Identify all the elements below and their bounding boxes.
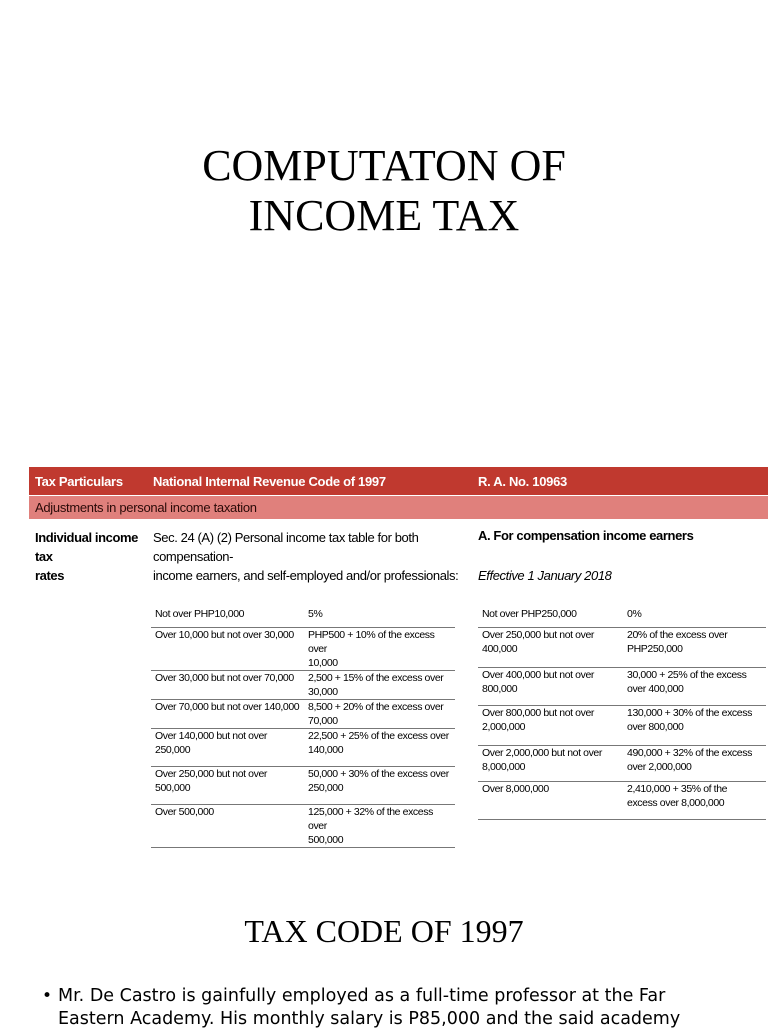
tax-cell: 2,500 + 15% of the excess over 30,000 <box>304 670 455 699</box>
table-row <box>478 627 766 667</box>
table-header-row <box>29 467 768 495</box>
bullet-line: Eastern Academy. His monthly salary is P85,000 and the said academy <box>58 1009 681 1029</box>
title-line: INCOME TAX <box>248 191 520 241</box>
row-label-line: Individual income tax <box>35 530 138 564</box>
income-cell: Not over PHP250,000 <box>478 607 623 627</box>
ra-bracket-table <box>478 607 766 820</box>
income-cell: Over 70,000 but not over 140,000 <box>151 699 304 728</box>
nirc-desc-line: Sec. 24 (A) (2) Personal income tax table for both compensation- <box>153 530 419 564</box>
row-label <box>35 528 150 585</box>
tax-cell: 130,000 + 30% of the excess over 800,000 <box>623 705 766 745</box>
tax-cell: 8,500 + 20% of the excess over 70,000 <box>304 699 455 728</box>
income-cell: Over 800,000 but not over 2,000,000 <box>478 705 623 745</box>
nirc-description <box>153 528 463 585</box>
tax-cell: 22,500 + 25% of the excess over 140,000 <box>304 728 455 766</box>
nirc-bracket-table <box>151 607 455 848</box>
ra-effective-date: Effective 1 January 2018 <box>478 568 612 583</box>
table-row <box>151 728 455 766</box>
tax-cell: 20% of the excess over PHP250,000 <box>623 627 766 667</box>
table-row <box>151 766 455 804</box>
tax-cell: 5% <box>304 607 455 627</box>
bullet-paragraph <box>42 985 728 1031</box>
tax-cell: 2,410,000 + 35% of the excess over 8,000,000 <box>623 781 766 819</box>
table-subheader-row <box>29 495 768 519</box>
income-cell: Over 400,000 but not over 800,000 <box>478 667 623 705</box>
tax-cell: 490,000 + 32% of the excess over 2,000,000 <box>623 745 766 781</box>
tax-comparison-table <box>29 467 768 846</box>
header-tax-particulars: Tax Particulars <box>35 474 123 489</box>
tax-cell: 125,000 + 32% of the excess over 500,000 <box>304 804 455 847</box>
tax-cell: PHP500 + 10% of the excess over 10,000 <box>304 627 455 670</box>
income-cell: Not over PHP10,000 <box>151 607 304 627</box>
subheader-text: Adjustments in personal income taxation <box>35 500 257 515</box>
table-row <box>478 705 766 745</box>
row-label-line: rates <box>35 568 65 583</box>
table-row <box>151 627 455 670</box>
section-heading: TAX CODE OF 1997 <box>244 913 524 949</box>
income-cell: Over 8,000,000 <box>478 781 623 819</box>
table-row <box>151 804 455 847</box>
table-row <box>151 670 455 699</box>
income-cell: Over 2,000,000 but not over 8,000,000 <box>478 745 623 781</box>
slide-title <box>0 141 768 241</box>
income-cell: Over 10,000 but not over 30,000 <box>151 627 304 670</box>
ra-heading: A. For compensation income earners <box>478 528 694 543</box>
income-cell: Over 500,000 <box>151 804 304 847</box>
tax-cell: 0% <box>623 607 766 627</box>
income-cell: Over 250,000 but not over 500,000 <box>151 766 304 804</box>
table-row <box>478 745 766 781</box>
bullet-icon: • <box>42 986 53 1006</box>
header-ra-10963: R. A. No. 10963 <box>478 474 567 489</box>
nirc-desc-line: income earners, and self-employed and/or professionals: <box>153 568 459 583</box>
table-row <box>151 699 455 728</box>
tax-cell: 50,000 + 30% of the excess over 250,000 <box>304 766 455 804</box>
title-line: COMPUTATON OF <box>202 141 566 191</box>
table-row <box>478 781 766 819</box>
bullet-line: Mr. De Castro is gainfully employed as a full-time professor at the Far <box>58 986 666 1006</box>
income-cell: Over 250,000 but not over 400,000 <box>478 627 623 667</box>
table-row <box>151 607 455 627</box>
table-row <box>478 607 766 627</box>
income-cell: Over 140,000 but not over 250,000 <box>151 728 304 766</box>
tax-cell: 30,000 + 25% of the excess over 400,000 <box>623 667 766 705</box>
table-row <box>478 667 766 705</box>
income-cell: Over 30,000 but not over 70,000 <box>151 670 304 699</box>
header-nirc-1997: National Internal Revenue Code of 1997 <box>153 474 386 489</box>
